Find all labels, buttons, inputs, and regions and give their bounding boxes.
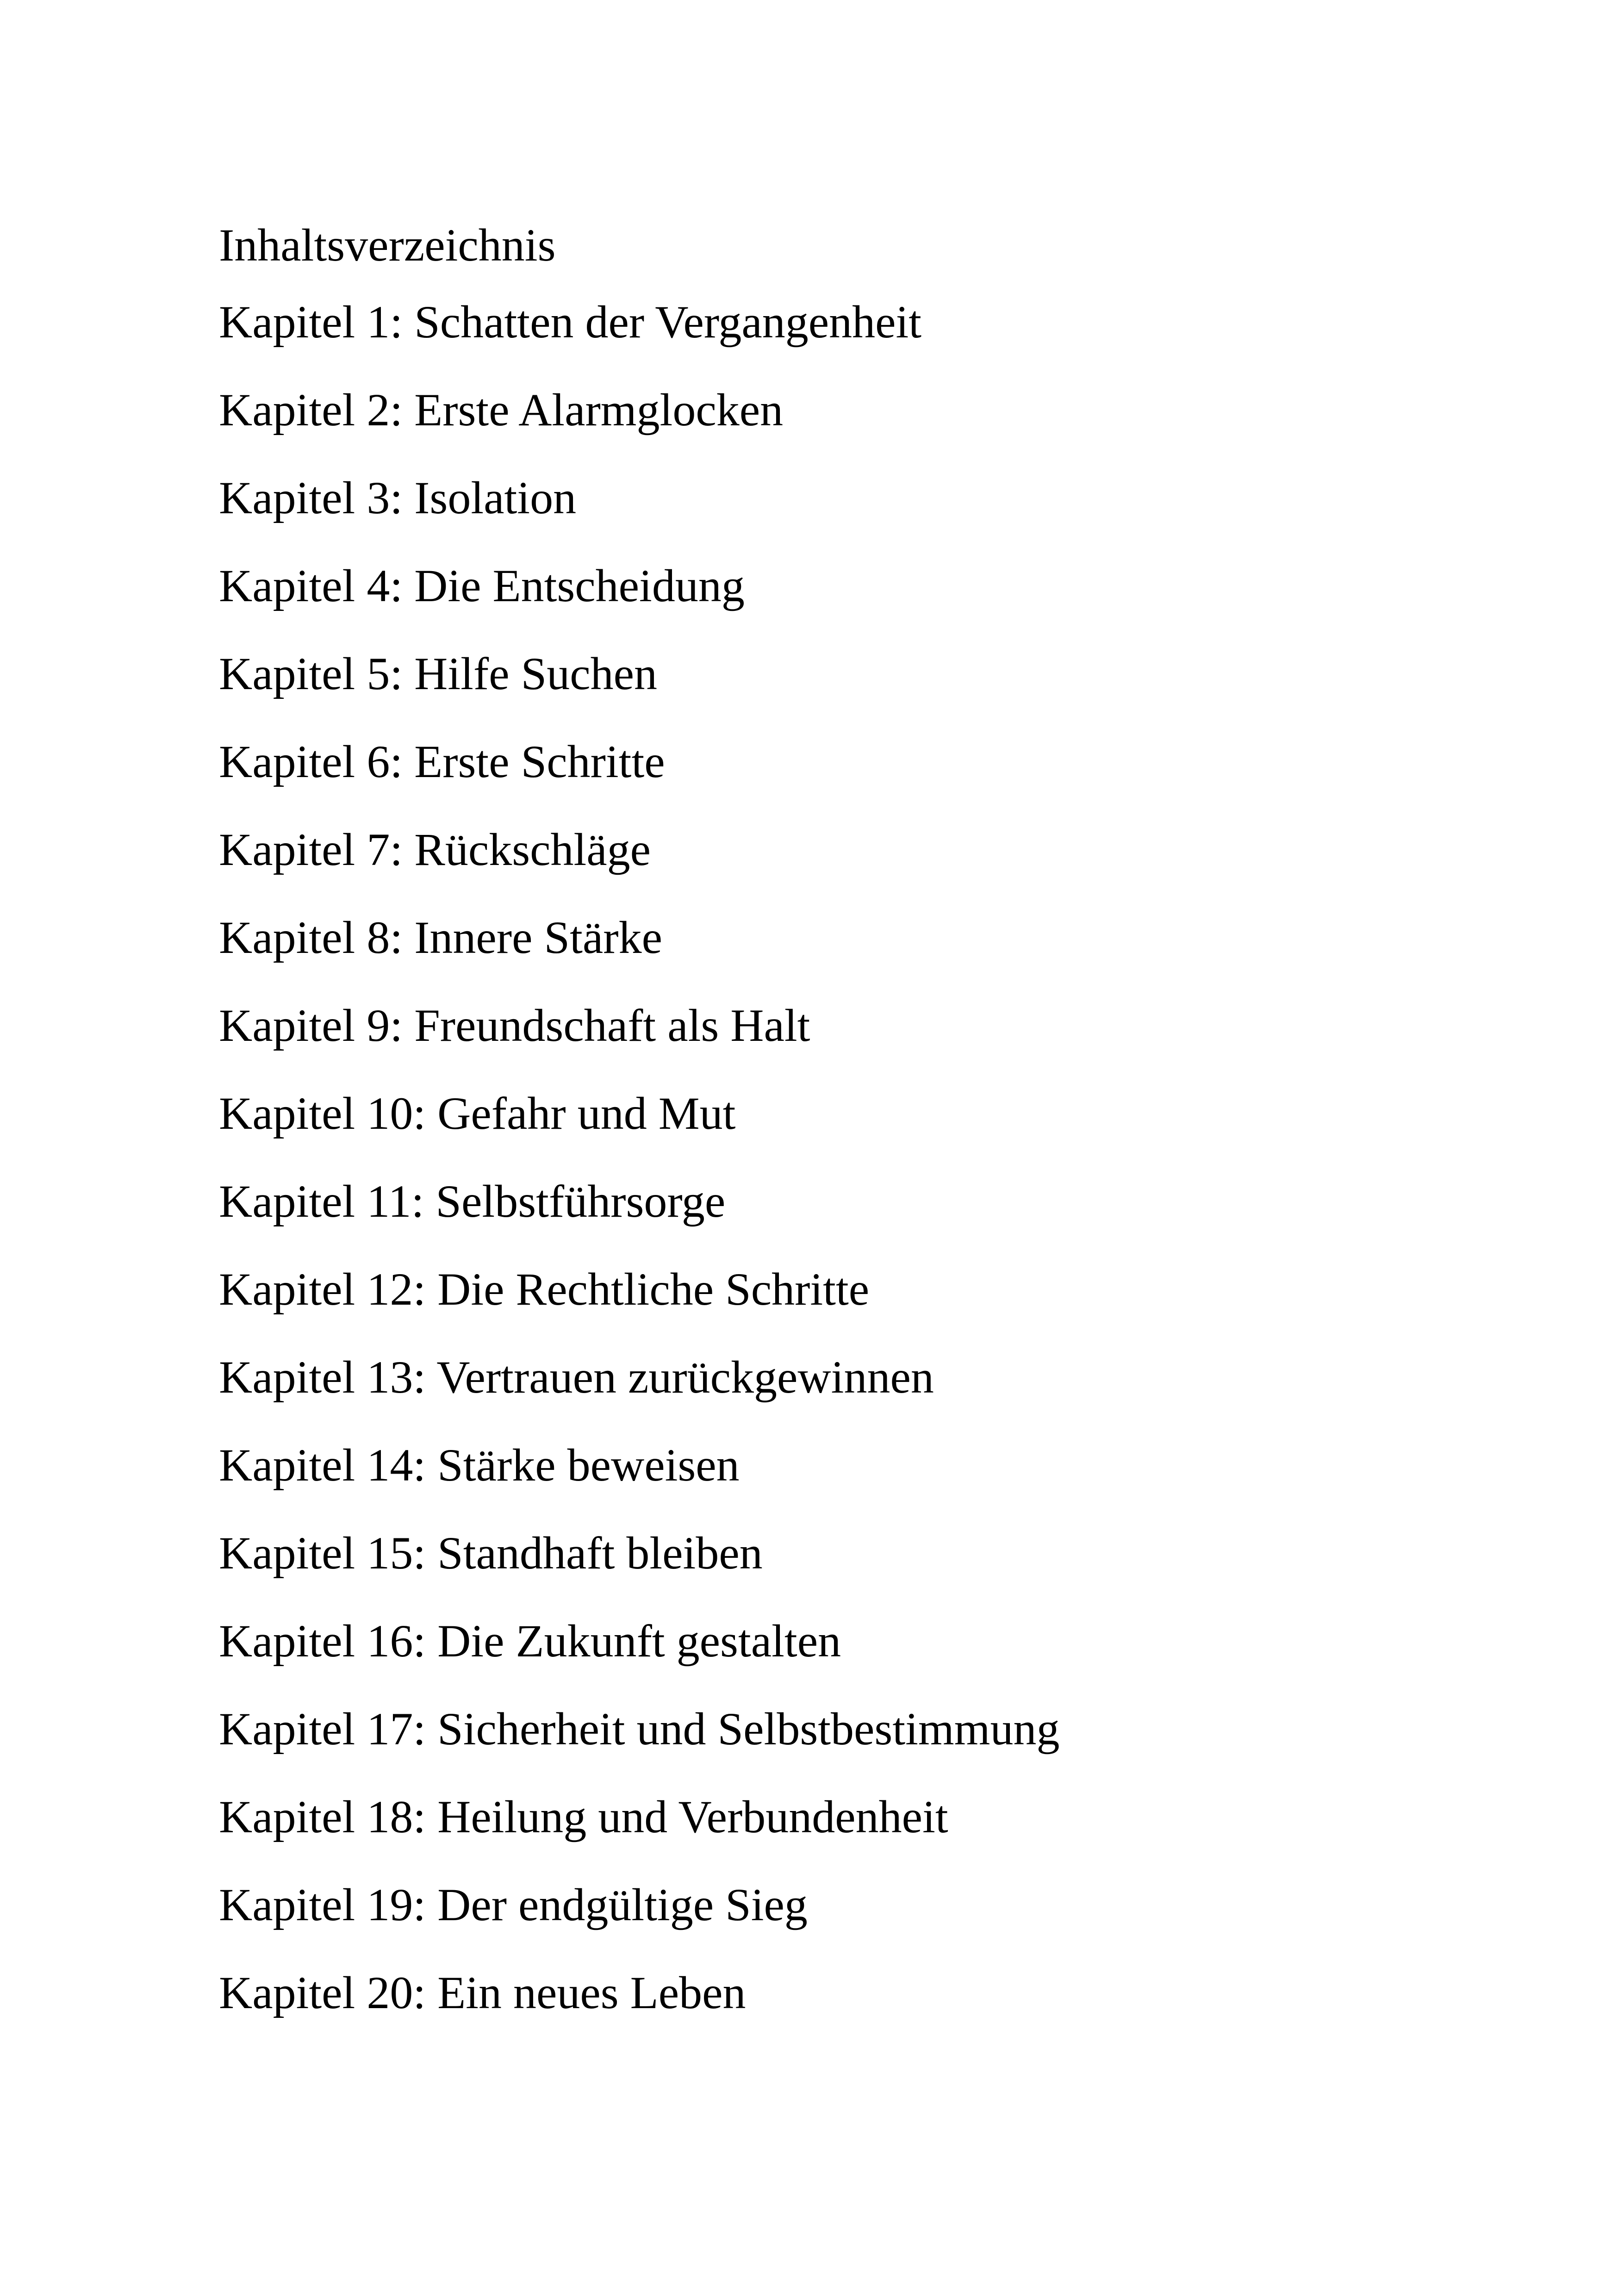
toc-item: Kapitel 9: Freundschaft als Halt	[219, 1000, 810, 1051]
toc-item: Kapitel 15: Standhaft bleiben	[219, 1527, 763, 1579]
toc-item: Kapitel 18: Heilung und Verbundenheit	[219, 1791, 948, 1842]
toc-item: Kapitel 17: Sicherheit und Selbstbestimmung	[219, 1703, 1060, 1755]
toc-item: Kapitel 8: Innere Stärke	[219, 912, 662, 963]
toc-list	[219, 294, 1059, 2053]
toc-item: Kapitel 12: Die Rechtliche Schritte	[219, 1263, 870, 1315]
toc-item: Kapitel 5: Hilfe Suchen	[219, 648, 657, 699]
toc-item: Kapitel 3: Isolation	[219, 472, 577, 523]
toc-item: Kapitel 16: Die Zukunft gestalten	[219, 1615, 841, 1667]
toc-item: Kapitel 2: Erste Alarmglocken	[219, 384, 784, 436]
toc-item: Kapitel 1: Schatten der Vergangenheit	[219, 296, 922, 348]
toc-item: Kapitel 4: Die Entscheidung	[219, 560, 745, 611]
toc-item: Kapitel 20: Ein neues Leben	[219, 1967, 746, 2018]
toc-item: Kapitel 6: Erste Schritte	[219, 736, 665, 787]
toc-item: Kapitel 7: Rückschläge	[219, 824, 651, 875]
toc-item: Kapitel 11: Selbstführsorge	[219, 1176, 726, 1227]
toc-heading: Inhaltsverzeichnis	[219, 219, 556, 271]
toc-item: Kapitel 10: Gefahr und Mut	[219, 1088, 736, 1139]
toc-item: Kapitel 14: Stärke beweisen	[219, 1439, 740, 1491]
toc-item: Kapitel 13: Vertrauen zurückgewinnen	[219, 1351, 934, 1403]
toc-item: Kapitel 19: Der endgültige Sieg	[219, 1879, 808, 1930]
